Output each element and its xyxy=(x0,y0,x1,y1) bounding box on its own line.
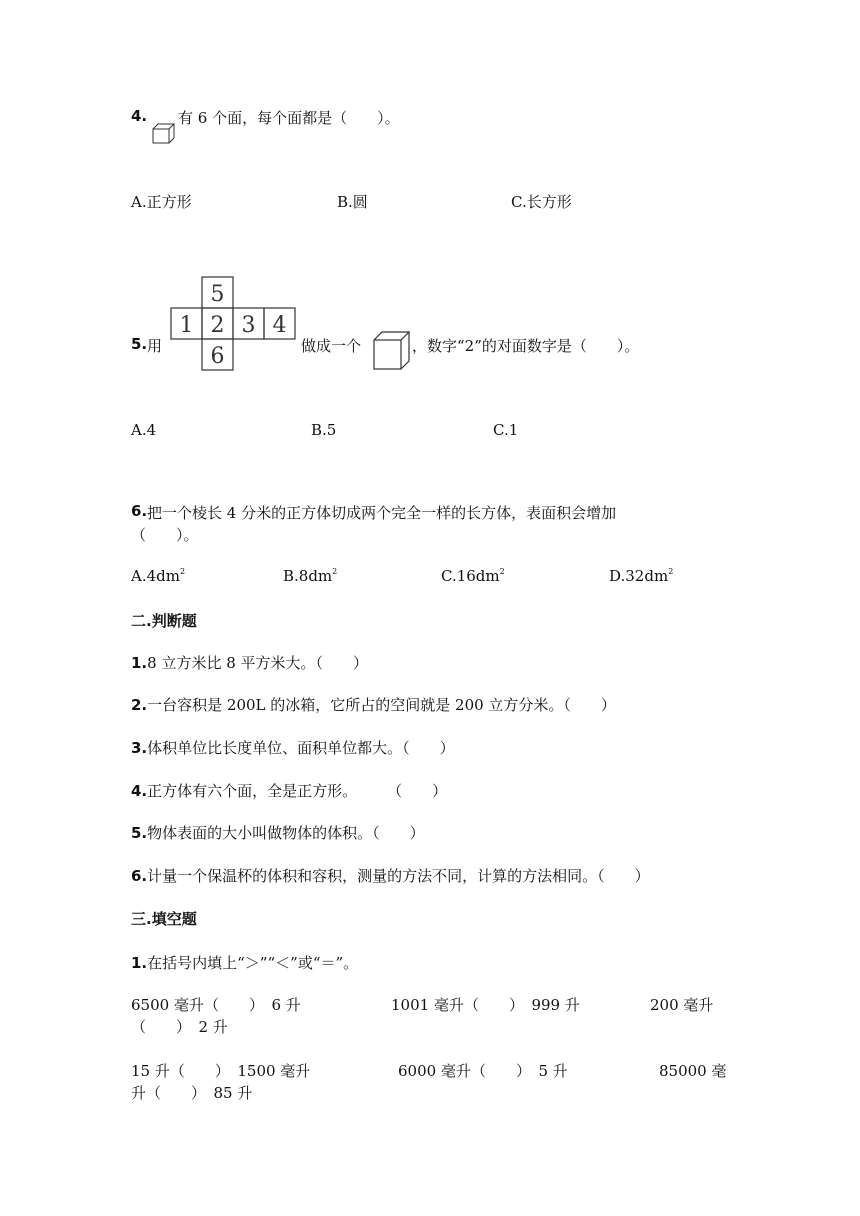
q5-option-a[interactable]: A.4 xyxy=(131,421,157,439)
q4-number: 4. xyxy=(131,107,148,125)
judgement-item: 5.物体表面的大小叫做物体的体积。（ ） xyxy=(131,824,425,842)
net-cell-far-right: 4 xyxy=(272,313,287,338)
compare-item: 6500 毫升（ ） 6 升 xyxy=(131,996,301,1014)
cube-icon xyxy=(152,123,178,145)
judgement-item: 4.正方体有六个面，全是正方形。 （ ） xyxy=(131,782,448,800)
q6-number: 6. xyxy=(131,502,148,520)
cube-icon xyxy=(373,331,411,371)
q6-option-a[interactable]: $A.4dm^2$ xyxy=(131,567,186,585)
compare-item: 6000 毫升（ ） 5 升 xyxy=(398,1062,568,1080)
q5-option-b[interactable]: B.5 xyxy=(311,421,337,439)
section-title-judgement: 二.判断题 xyxy=(131,612,197,630)
compare-item: 15 升（ ） 1500 毫升 xyxy=(131,1062,311,1080)
fill-question-1: 1.在括号内填上“＞”“＜”或“＝”。 xyxy=(131,954,359,972)
q4-text: 有 6 个面，每个面都是（ ）。 xyxy=(178,109,400,127)
section-title-fill-blank: 三.填空题 xyxy=(131,910,197,928)
net-cell-left: 1 xyxy=(179,313,194,338)
q5-option-c[interactable]: C.1 xyxy=(493,421,519,439)
judgement-item: 3.体积单位比长度单位、面积单位都大。（ ） xyxy=(131,739,455,757)
q4-option-a[interactable]: A.正方形 xyxy=(131,193,192,211)
q6-option-d[interactable]: $D.32dm^2$ xyxy=(609,567,674,585)
net-cell-center: 2 xyxy=(210,313,225,338)
q6-option-b[interactable]: $B.8dm^2$ xyxy=(283,567,338,585)
compare-item-continued: 升（ ） 85 升 xyxy=(131,1084,253,1102)
compare-item: 85000 毫 xyxy=(659,1062,727,1080)
judgement-item: 6.计量一个保温杯的体积和容积，测量的方法不同，计算的方法相同。（ ） xyxy=(131,867,650,885)
judgement-item: 2.一台容积是 200L 的冰箱，它所占的空间就是 200 立方分米。（ ） xyxy=(131,696,616,714)
q6-option-c[interactable]: $C.16dm^2$ xyxy=(441,567,505,585)
q4-option-b[interactable]: B.圆 xyxy=(337,193,368,211)
cube-net-diagram xyxy=(171,276,297,372)
compare-item-continued: （ ） 2 升 xyxy=(131,1018,228,1036)
q5-middle-text: 做成一个 xyxy=(301,337,362,355)
compare-item: 1001 毫升（ ） 999 升 xyxy=(391,996,580,1014)
net-cell-bottom: 6 xyxy=(210,344,225,369)
q6-text-line2: （ ）。 xyxy=(131,526,199,544)
q5-number: 5. xyxy=(131,335,148,353)
judgement-item: 1.8 立方米比 8 平方米大。（ ） xyxy=(131,654,369,672)
q4-option-c[interactable]: C.长方形 xyxy=(511,193,572,211)
net-cell-top: 5 xyxy=(210,282,225,307)
net-cell-right: 3 xyxy=(241,313,256,338)
compare-item: 200 毫升 xyxy=(650,996,714,1014)
q5-prefix: 用 xyxy=(147,337,163,355)
q5-suffix-text: ，数字“2”的对面数字是（ ）。 xyxy=(412,337,640,355)
q6-text-line1: 把一个棱长 4 分米的正方体切成两个完全一样的长方体，表面积会增加 xyxy=(147,504,617,522)
